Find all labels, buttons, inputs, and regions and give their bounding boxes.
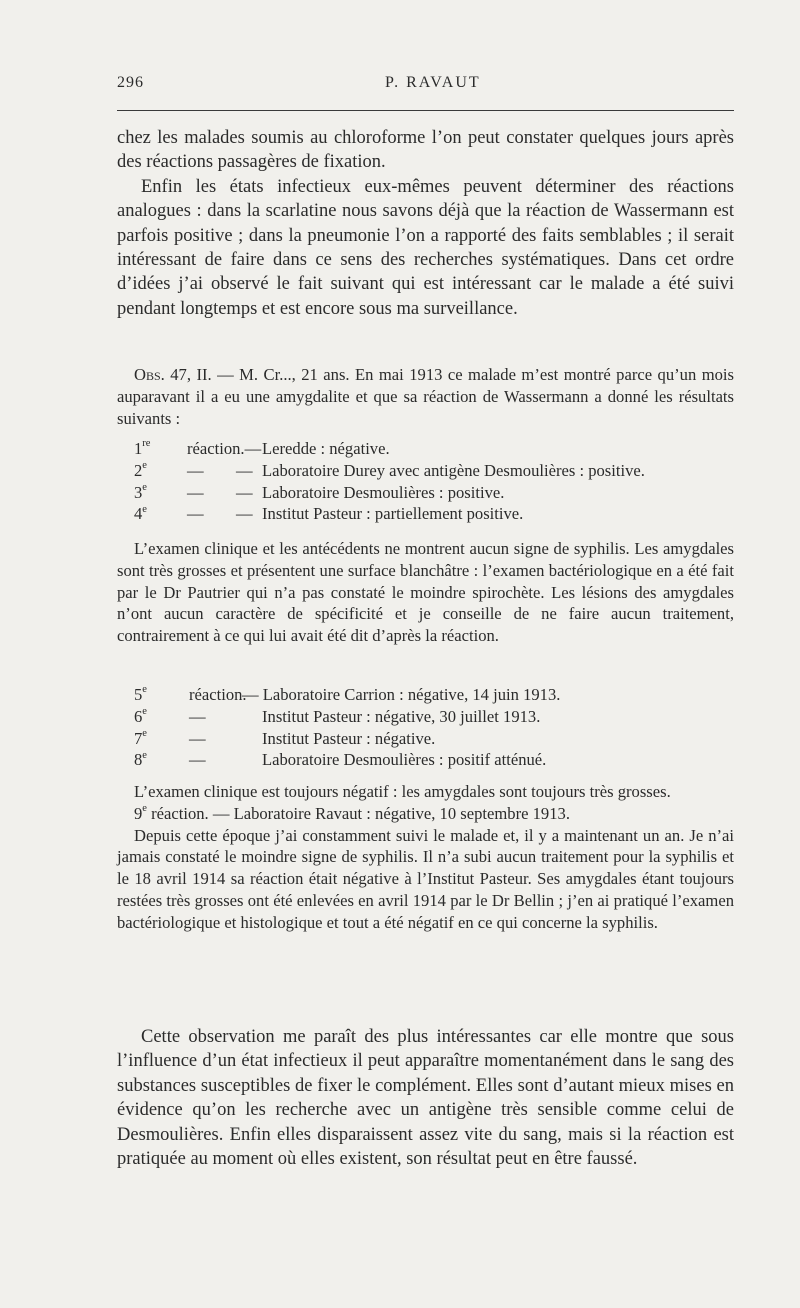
reaction-num: 5 (134, 685, 143, 704)
reaction-result: — Laboratoire Carrion : négative, 14 juin 1913. (242, 685, 561, 704)
reaction-ordinal: e (142, 749, 147, 761)
observation-intro (117, 364, 734, 429)
obs-label: Obs. (134, 365, 165, 384)
running-head: P. RAVAUT (385, 74, 481, 91)
paragraph-conclusion: Cette observation me paraît des plus intéressantes car elle montre que sous l’influence d’un état infectieux il peut apparaître momentanément dans le sang des substances susceptibles de fixer le complément. Elles sont d’autant mieux mises en évidence qu’on les recherche avec un antigène très sensible comme celui de Desmoulières. Enfin elles disparaissent assez vite du sang, mais si la réaction est pratiquée au moment où elles existent, son résultat peut en être faussé. (117, 1027, 734, 1170)
reaction-num: 6 (134, 706, 143, 726)
reaction-item (117, 706, 734, 728)
reaction-ordinal: e (142, 706, 147, 718)
page-header (117, 74, 734, 98)
reaction-result: Institut Pasteur : négative, 30 juillet 1913. (262, 706, 541, 726)
reaction-ordinal: re (142, 438, 151, 450)
reaction-result: Institut Pasteur : partiellement positive. (262, 504, 524, 524)
reaction-word: — (187, 460, 204, 480)
reaction-num: 8 (134, 750, 143, 770)
reaction-9: 9e réaction. — Laboratoire Ravaut : négative, 10 septembre 1913. (134, 803, 570, 823)
reaction-ordinal: e (142, 460, 147, 472)
reaction-number (134, 728, 147, 750)
reaction-result: Laboratoire Desmoulières : positive. (262, 482, 505, 502)
reaction-number (134, 684, 147, 706)
paragraph-top: chez les malades soumis au chloroforme l’on peut constater quelques jours après des réactions passagères de fixation. (117, 128, 734, 173)
reaction-number (134, 749, 147, 771)
reaction-num: 3 (134, 482, 143, 502)
reaction-dash: — (236, 482, 253, 502)
reaction-number (134, 503, 147, 525)
reactions-second-list (117, 684, 734, 771)
reaction-number (134, 438, 150, 460)
reaction-word: — (189, 728, 206, 748)
reaction-word: réaction. (189, 685, 247, 704)
reaction-item (117, 482, 734, 504)
reaction-num: 1 (134, 439, 143, 458)
reaction-result: Institut Pasteur : négative. (262, 728, 436, 748)
exam-section-2 (117, 781, 734, 934)
header-rule (117, 110, 734, 111)
reaction-ordinal: e (142, 503, 147, 515)
reaction-number (134, 460, 147, 482)
reaction-result: Laboratoire Durey avec antigène Desmoulières : positive. (262, 460, 645, 480)
reaction-num: 2 (134, 460, 143, 480)
reaction-dash: — (236, 460, 253, 480)
reaction-result: Laboratoire Desmoulières : positif atténué. (262, 750, 547, 770)
reaction-ordinal: e (142, 684, 147, 696)
reaction-number (134, 706, 147, 728)
reactions-first-list (117, 438, 734, 525)
reaction-num: 7 (134, 728, 143, 748)
page-number: 296 (117, 74, 144, 91)
reaction-word: — (187, 504, 204, 524)
reaction-item (117, 503, 734, 525)
reaction-ordinal: e (142, 728, 147, 740)
reaction-item (117, 728, 734, 750)
reaction-result: Leredde : négative. (262, 439, 390, 458)
reaction-word: — (189, 706, 206, 726)
intro-section (117, 126, 734, 321)
reaction-item (117, 749, 734, 771)
paragraph-exam-2: L’examen clinique est toujours négatif : les amygdales sont toujours très grosses. (134, 782, 671, 801)
paragraph-depuis: Depuis cette époque j’ai constamment suivi le malade et, il y a maintenant un an. Je n’ai jamais constaté le moindre signe de syphilis. Il n’a subi aucun traitement pour la syphilis et le 18 avril 1914 sa réaction était négative à l’Institut Pasteur. Ses amygdales étant toujours restées très grosses ont été enlevées en avril 1914 par le Dr Bellin ; j’en ai pratiqué l’examen bactériologique et histologique et tout a été négatif en ce qui concerne la syphilis. (117, 825, 734, 932)
paragraph-exam-1: L’examen clinique et les antécédents ne montrent aucun signe de syphilis. Les amygdales sont très grosses et présentent une surface blanchâtre : l’examen bactériologique en a été fait par le Dr Pautrier qui n’a pas constaté le moindre spirochète. Les lésions des amygdales n’ont aucun caractère de spécificité et je conseille de ne faire aucun traitement, contrairement à ce qui lui avait été dit d’après la réaction. (117, 539, 734, 646)
reaction-num: 4 (134, 504, 143, 524)
reaction-ordinal: e (142, 482, 147, 494)
reaction-word: — (189, 750, 206, 770)
reaction-dash: — (236, 504, 253, 524)
conclusion-section (117, 1025, 734, 1171)
paragraph-enfin: Enfin les états infectieux eux-mêmes peuvent déterminer des réactions analogues : dans la scarlatine nous savons déjà que la réaction de Wassermann est parfois positive ; dans la pneumonie l’on a rapporté des faits semblables ; il serait intéressant de faire dans ce sens des recherches systématiques. Dans cet ordre d’idées j’ai observé le fait suivant qui est intéressant car le malade a été suivi pendant longtemps et est encore sous ma surveillance. (117, 176, 734, 319)
obs-text: 47, II. — M. Cr..., 21 ans. En mai 1913 ce malade m’est montré parce qu’un mois auparavant il a eu une amygdalite et que sa réaction de Wassermann a donné les résultats suivants : (117, 365, 734, 428)
reaction-number (134, 482, 147, 504)
reaction-item (117, 460, 734, 482)
reaction-word: — (187, 482, 204, 502)
reaction-word: réaction.— (187, 439, 262, 458)
reaction-item (117, 438, 734, 460)
observation-section (117, 364, 734, 429)
reaction-item (117, 684, 734, 706)
exam-section-1 (117, 538, 734, 647)
